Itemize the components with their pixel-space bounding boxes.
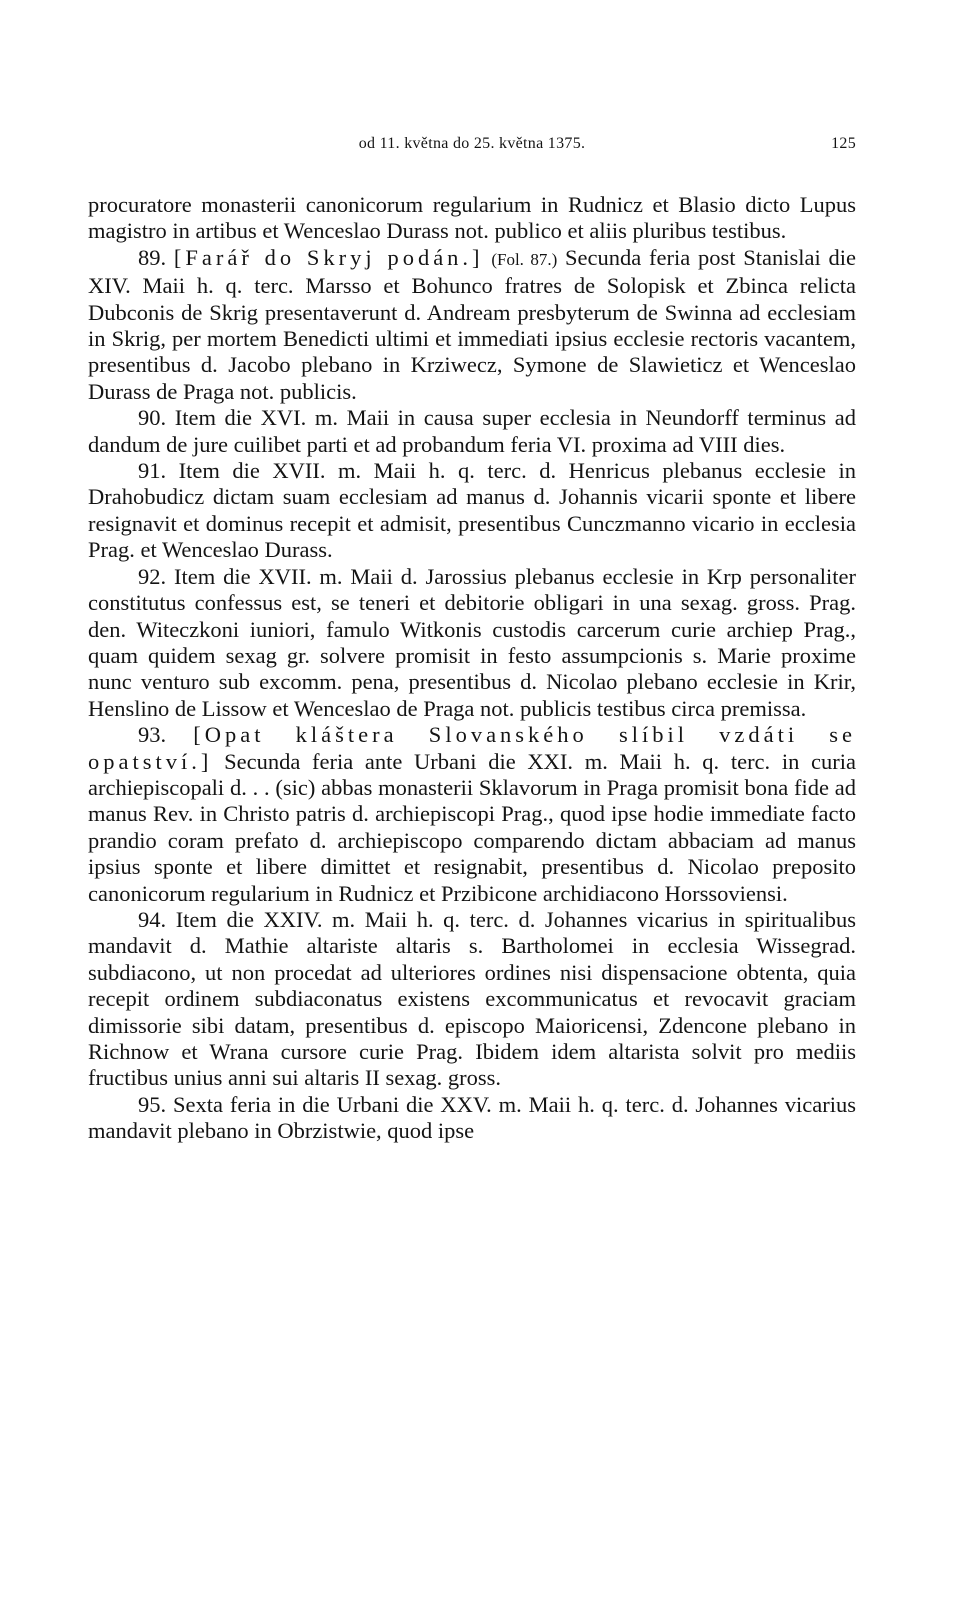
entry-text: Sexta feria in die Urbani die XXV. m. Maii h. q. terc. d. Johannes vicarius mandavit plebano in Obrzistwie, quod ipse xyxy=(88,1091,856,1144)
entry-text: Item die XVII. m. Maii h. q. terc. d. Henricus plebanus ecclesie in Drahobudicz dictam suam ecclesiam ad manus d. Johannis vicarii sponte et libere resignavit et dominus recepit et admisit, presentibus Cunczmanno vicario in ecclesia Prag. et Wenceslao Durass. xyxy=(88,458,857,563)
entry-text: Item die XXIV. m. Maii h. q. terc. d. Johannes vicarius in spiritualibus mandavit d. Mathie altariste altaris s. Bartholomei in ecclesia Wissegrad. subdiacono, ut non procedat ad ulteriores ordines nisi dispensacione obtenta, quia recepit ordinem subdiaconatus existens excommunicatus et revocavit graciam dimissorie sibi datam, presentibus d. episcopo Maioricensi, Zdencone plebano in Richnow et Wrana cursore curie Prag. Ibidem idem altarista solvit pro mediis fructibus unius anni sui altaris II sexag. gross. xyxy=(88,906,857,1091)
entry-95 xyxy=(88,1092,856,1145)
folio-reference: (Fol. 87.) xyxy=(491,249,558,269)
entry-number: 94. xyxy=(138,906,167,932)
page-number: 125 xyxy=(831,135,856,152)
entry-93 xyxy=(88,722,856,907)
running-header xyxy=(88,135,856,157)
entry-text: Item die XVII. m. Maii d. Jarossius plebanus ecclesie in Krp personaliter constitutus confessus est, se teneri et debitorie obligari in una sexag. gross. Prag. den. Witeczkoni iuniori, famulo Witkonis custodis carcerum curie archiep Prag., quam quidem sexag gr. solvere promisit in festo assumpcionis s. Marie proxime nunc venturo sub excomm. pena, presentibus d. Nicolao plebano ecclesie in Krir, Henslino de Lissow et Wenceslao de Praga not. publicis testibus circa premissa. xyxy=(88,563,857,721)
entry-89 xyxy=(88,245,856,405)
paragraph-continuation xyxy=(88,192,856,245)
entry-text: Item die XVI. m. Maii in causa super ecclesia in Neundorff terminus ad dandum de jure cuilibet parti et ad probandum feria VI. proxima ad VIII dies. xyxy=(88,405,857,457)
running-title: od 11. května do 25. května 1375. xyxy=(358,135,586,152)
entry-number: 90. xyxy=(138,405,167,431)
entry-title: [Farář do Skryj podán.] xyxy=(173,244,484,270)
entry-number: 89. xyxy=(138,244,167,270)
paragraph-text: procuratore monasterii canonicorum regularium in Rudnicz et Blasio dicto Lupus magistro in artibus et Wenceslao Durass not. publico et aliis pluribus testibus. xyxy=(88,192,856,244)
entry-number: 95. xyxy=(138,1091,167,1117)
body-text xyxy=(88,192,856,1145)
entry-90 xyxy=(88,405,856,458)
entry-91 xyxy=(88,458,856,564)
entry-text: Secunda feria ante Urbani die XXI. m. Maii h. q. terc. in curia archiepiscopali d. . . (sic) abbas monasterii Sklavorum in Praga promisit bona fide ad manus Rev. in Christo patris d. archiepiscopi Prag., quod ipse hodie immediate facto prandio coram prefato d. archiepiscopo comparendo dictam abbaciam ad manus ipsius sponte et libere dimittet et resignabit, presentibus d. Nicolao preposito canonicorum regularium in Rudnicz et Przibicone archidiacono Horssoviensi. xyxy=(88,748,857,906)
entry-number: 92. xyxy=(138,563,167,589)
entry-number: 91. xyxy=(138,458,167,484)
entry-92 xyxy=(88,564,856,722)
entry-title: [Opat kláštera Slovanského slíbil vzdáti se opatství.] xyxy=(88,722,857,774)
entry-number: 93. xyxy=(138,722,167,748)
entry-text: Secunda feria post Stanislai die XIV. Maii h. q. terc. Marsso et Bohunco fratres de Solopisk et Zbinca relicta Dubconis de Skrig presentaverunt d. Andream presbyterum de Swinna ad ecclesiam in Skrig, per mortem Benedicti ultimi et immediati ipsius ecclesie rectoris vacantem, presentibus d. Jacobo plebano in Krziwecz, Symone de Slawieticz et Wenceslao Durass de Praga not. publicis. xyxy=(88,244,857,404)
entry-94 xyxy=(88,907,856,1092)
